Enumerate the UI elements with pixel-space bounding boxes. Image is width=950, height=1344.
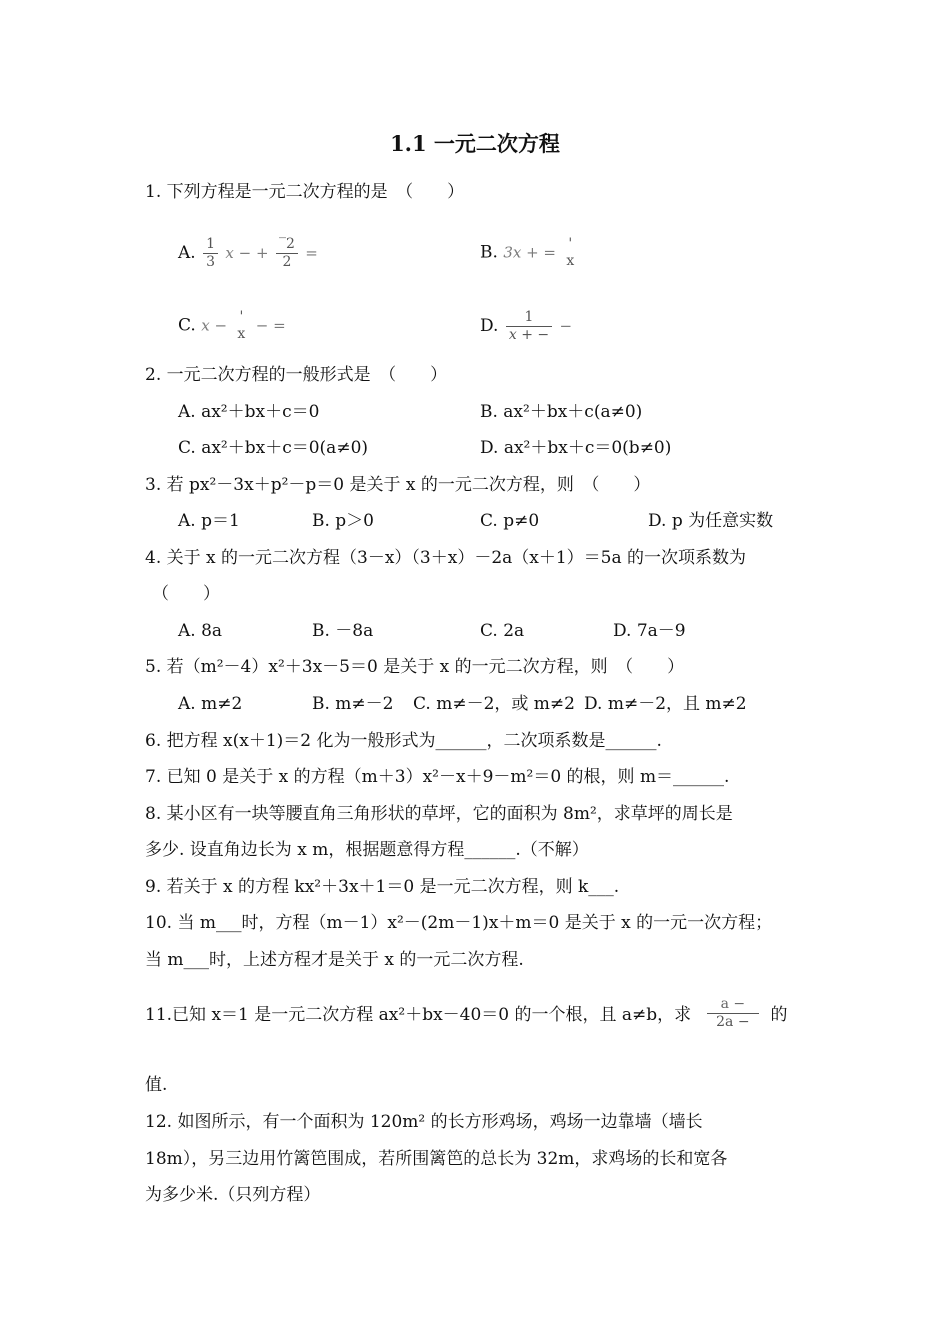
question-3-option-d: D. p 为任意实数 — [648, 511, 774, 531]
fraction — [234, 309, 248, 343]
question-8-line-2: 多少. 设直角边长为 x m，根据题意得方程______.（不解） — [145, 840, 589, 860]
fraction-numerator: 1 — [506, 309, 552, 327]
question-1-stem: 1. 下列方程是一元二次方程的是 （ ） — [145, 182, 465, 202]
question-2-option-c: C. ax²＋bx＋c＝0(a≠0) — [178, 438, 369, 458]
question-12-line-3: 为多少米.（只列方程） — [145, 1185, 321, 1205]
question-4-stem: 4. 关于 x 的一元二次方程（3－x）（3＋x）－2a（x＋1）＝5a 的一次项系数为 — [145, 548, 747, 568]
question-3-option-b: B. p＞0 — [312, 511, 374, 531]
fraction-denominator: 3 — [206, 254, 216, 270]
question-2-option-d: D. ax²＋bx＋c＝0(b≠0) — [480, 438, 672, 458]
question-12-line-1: 12. 如图所示，有一个面积为 120m² 的长方形鸡场，鸡场一边靠墙（墙长 — [145, 1112, 703, 1132]
question-3-option-a: A. p＝1 — [178, 511, 240, 531]
question-7: 7. 已知 0 是关于 x 的方程（m＋3）x²－x＋9－m²＝0 的根，则 m＝______. — [145, 767, 730, 787]
fraction-denominator: x — [566, 253, 575, 269]
question-12-line-2: 18m），另三边用竹篱笆围成，若所围篱笆的总长为 32m，求鸡场的长和宽各 — [145, 1149, 728, 1169]
question-1-option-c — [178, 309, 286, 343]
question-11-text: 11.已知 x＝1 是一元二次方程 ax²＋bx－40＝0 的一个根，且 a≠b，求 — [145, 1005, 692, 1025]
fraction — [563, 236, 577, 270]
question-2-option-a: A. ax²＋bx＋c＝0 — [178, 402, 320, 422]
question-1-option-b — [480, 236, 579, 270]
question-4-option-b: B. －8a — [312, 621, 374, 641]
question-11-tail: 的 — [770, 1005, 788, 1025]
question-11-line-1 — [145, 996, 788, 1031]
question-5-option-a: A. m≠2 — [178, 694, 243, 714]
question-2-stem: 2. 一元二次方程的一般形式是 （ ） — [145, 365, 448, 385]
option-label: B. — [480, 242, 498, 263]
question-4-option-a: A. 8a — [178, 621, 223, 641]
option-expression: 3x + = — [503, 243, 556, 262]
fraction-denominator: 2a − — [716, 1014, 750, 1030]
question-5-stem: 5. 若（m²－4）x²＋3x－5＝0 是关于 x 的一元二次方程，则 （ ） — [145, 657, 685, 677]
question-3-stem: 3. 若 px²－3x＋p²－p＝0 是关于 x 的一元二次方程，则 （ ） — [145, 475, 651, 495]
question-8-line-1: 8. 某小区有一块等腰直角三角形状的草坪，它的面积为 8m²，求草坪的周长是 — [145, 804, 733, 824]
question-1-option-a — [178, 236, 318, 271]
question-3-option-c: C. p≠0 — [480, 511, 540, 531]
question-5-option-b: B. m≠－2 — [312, 694, 394, 714]
option-label: A. — [178, 243, 196, 263]
question-11-line-2: 值. — [145, 1075, 168, 1095]
fraction-denominator: x + − — [508, 327, 550, 343]
option-label: C. — [178, 315, 196, 336]
page-title: 1.1 一元二次方程 — [390, 131, 560, 156]
fraction-numerator: ' — [568, 236, 573, 252]
question-5-option-c: C. m≠－2，或 m≠2 — [413, 694, 575, 714]
question-4-option-c: C. 2a — [480, 621, 525, 641]
question-4-stem-bracket: （ ） — [152, 584, 220, 604]
option-label: D. — [480, 316, 499, 336]
fraction — [203, 236, 218, 271]
fraction — [506, 309, 552, 344]
question-10-line-2: 当 m___时，上述方程才是关于 x 的一元二次方程. — [145, 950, 524, 970]
question-4-option-d: D. 7a－9 — [613, 621, 686, 641]
fraction-numerator: a − — [707, 996, 760, 1014]
question-10-line-1: 10. 当 m___时，方程（m－1）x²－(2m－1)x＋m＝0 是关于 x 的一元一次方程； — [145, 913, 773, 933]
question-6: 6. 把方程 x(x＋1)＝2 化为一般形式为______，二次项系数是______. — [145, 731, 662, 751]
option-expression: x − + — [225, 244, 269, 262]
question-5-option-d: D. m≠－2，且 m≠2 — [584, 694, 747, 714]
fraction-numerator: ‾2 — [276, 236, 298, 254]
option-expression: x − — [201, 316, 228, 335]
question-2-option-b: B. ax²＋bx＋c(a≠0) — [480, 402, 643, 422]
fraction-numerator: 1 — [203, 236, 218, 254]
option-expression-tail: = — [305, 244, 318, 262]
fraction — [707, 996, 760, 1031]
option-expression-tail: − = — [255, 316, 286, 335]
fraction — [276, 236, 298, 271]
question-9: 9. 若关于 x 的方程 kx²＋3x＋1＝0 是一元二次方程，则 k___. — [145, 877, 620, 897]
fraction-denominator: x — [237, 326, 246, 342]
fraction-denominator: 2 — [282, 254, 292, 270]
question-1-option-d — [480, 309, 572, 344]
option-expression-tail: − — [559, 317, 573, 335]
fraction-numerator: ' — [239, 309, 244, 325]
